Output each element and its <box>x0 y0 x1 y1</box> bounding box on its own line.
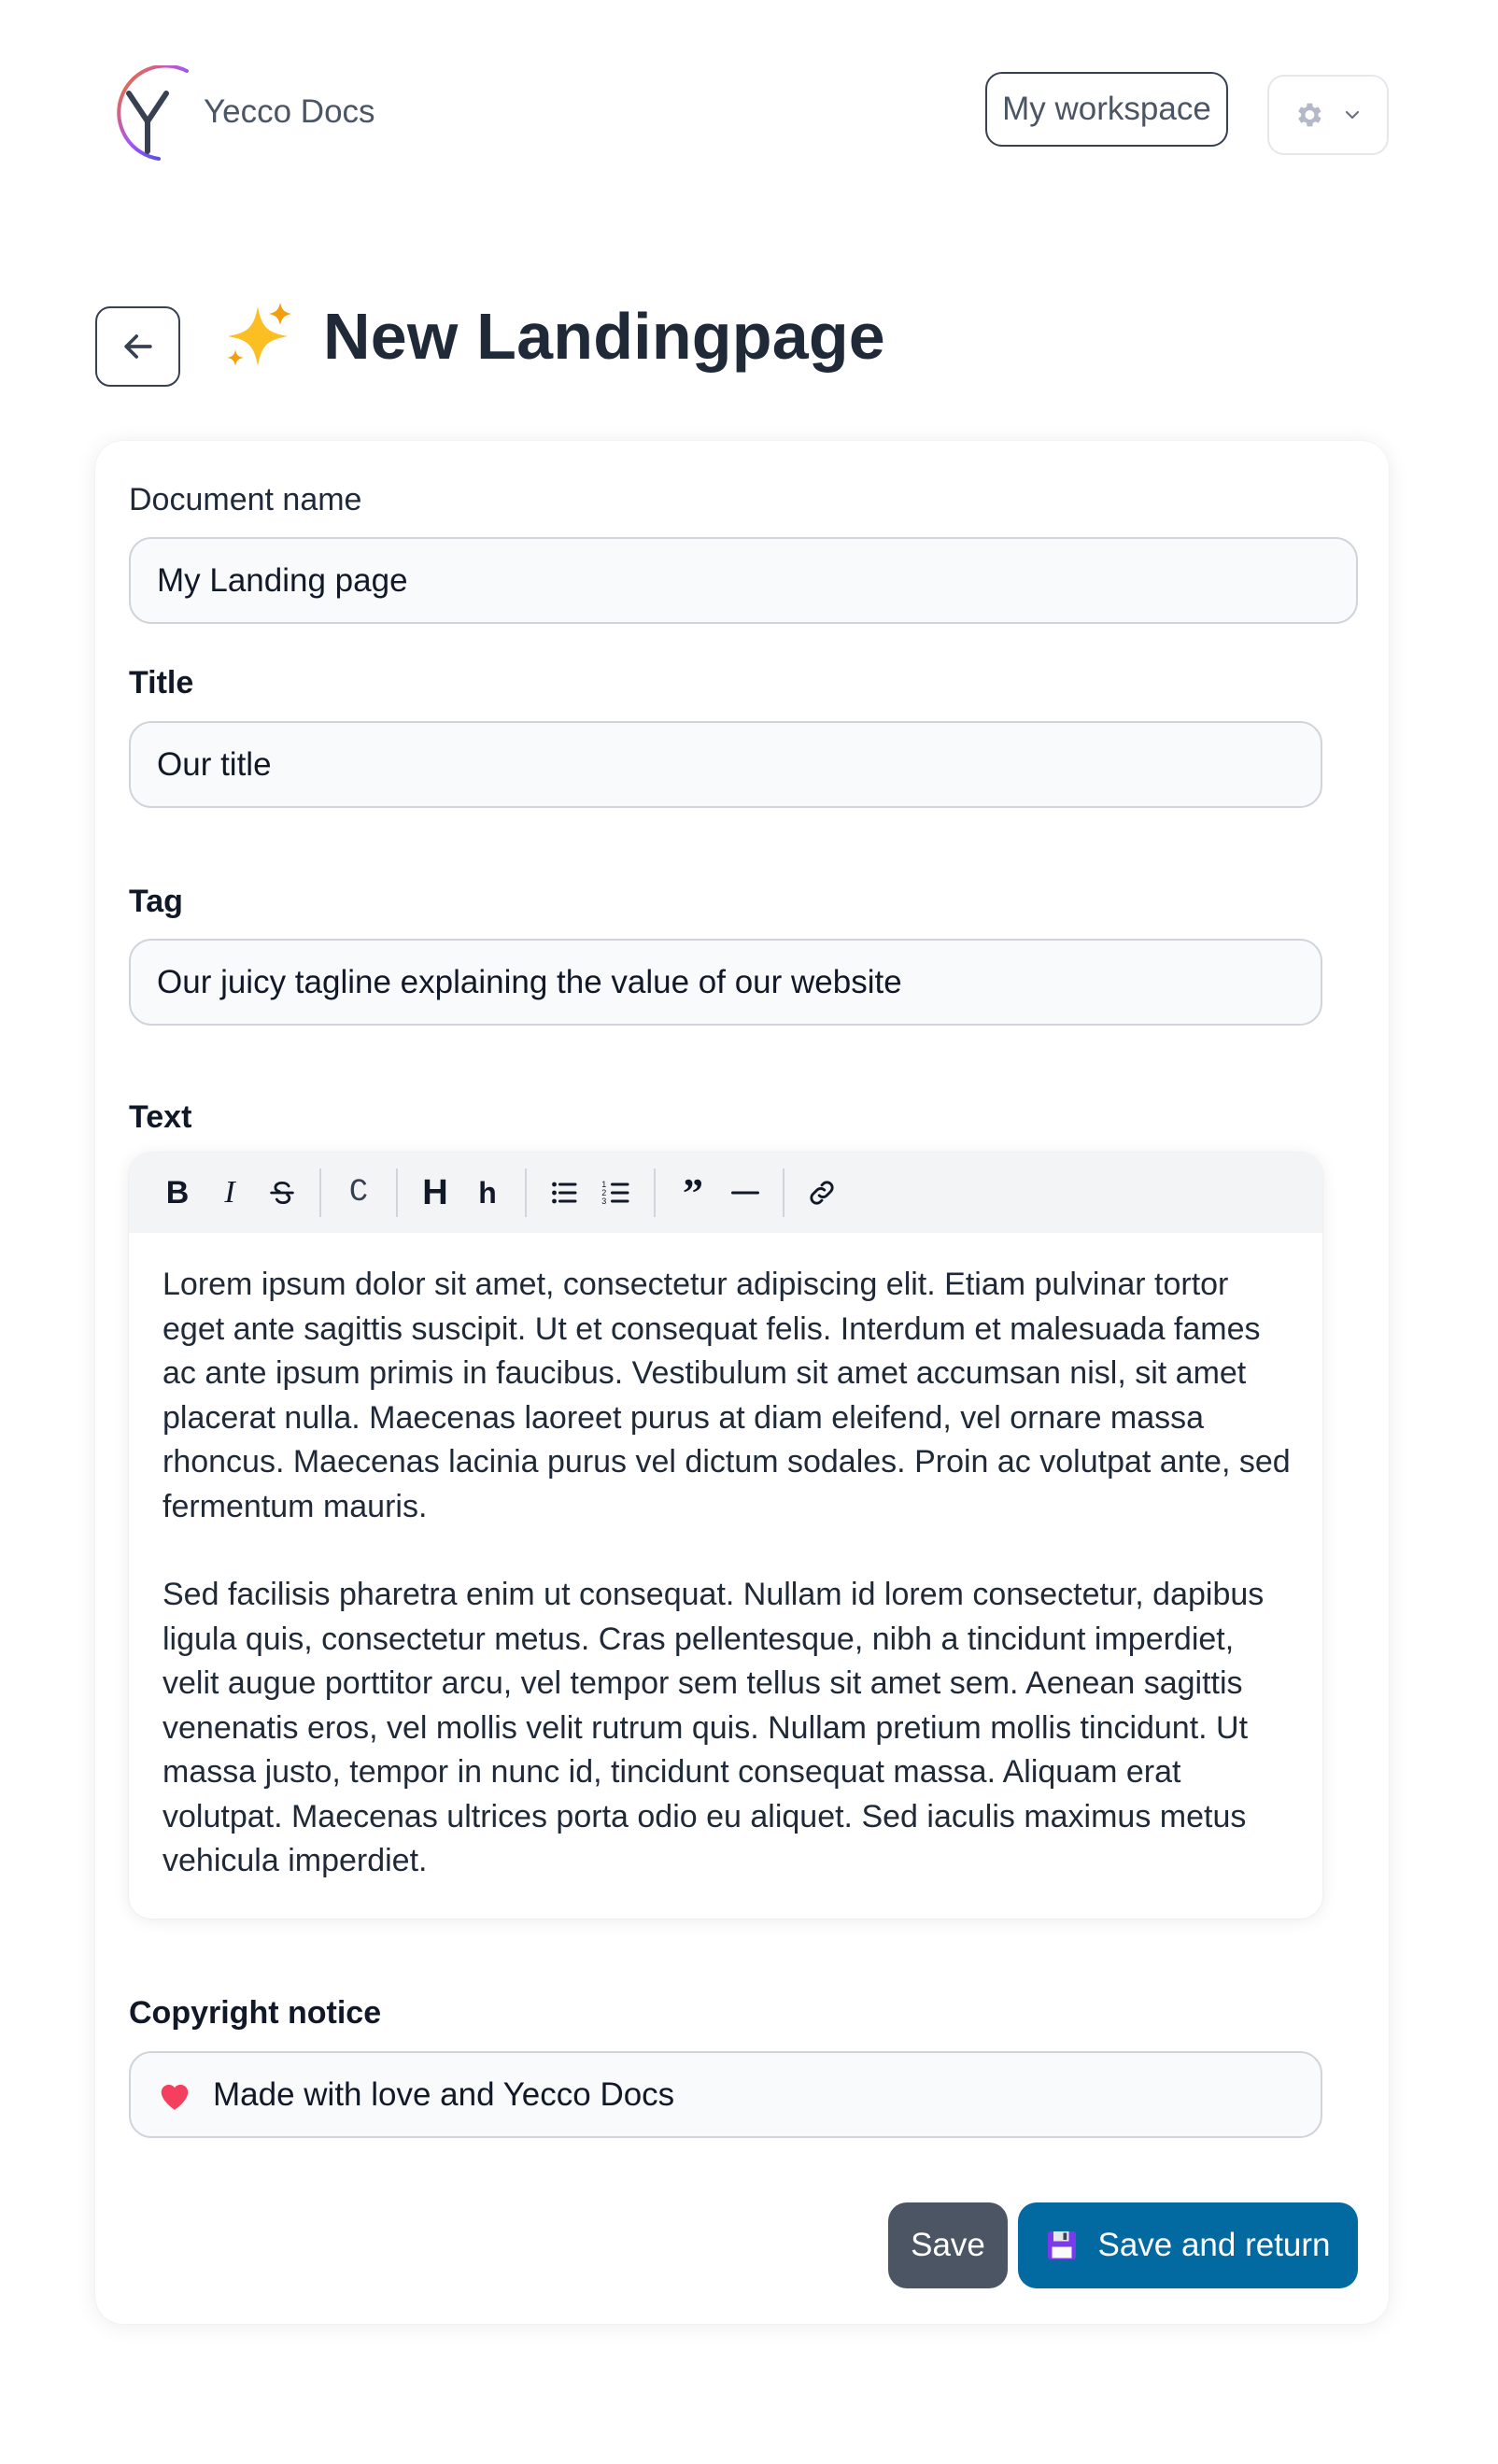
chevron-down-icon <box>1341 104 1364 126</box>
editor-content[interactable] <box>163 1263 1293 1919</box>
floppy-disk-icon <box>1045 2229 1079 2262</box>
settings-dropdown-button[interactable] <box>1267 75 1389 155</box>
copyright-text: Made with love and Yecco Docs <box>213 2075 675 2113</box>
title-label: Title <box>129 665 194 701</box>
copyright-label: Copyright notice <box>129 1995 382 2031</box>
toolbar-divider <box>654 1168 656 1217</box>
sparkles-icon <box>220 299 295 374</box>
save-button[interactable]: Save <box>888 2202 1008 2288</box>
numbered-list-icon <box>600 1176 633 1210</box>
svg-text:2: 2 <box>601 1188 607 1197</box>
toolbar-divider <box>319 1168 321 1217</box>
toolbar-divider <box>783 1168 784 1217</box>
page-title: New Landingpage <box>323 300 885 373</box>
toolbar-divider <box>396 1168 398 1217</box>
title-input[interactable]: Our title <box>129 721 1322 808</box>
brand-name: Yecco Docs <box>204 93 375 130</box>
link-icon <box>806 1177 838 1209</box>
tag-label: Tag <box>129 884 183 919</box>
bold-button[interactable]: B <box>165 1174 190 1211</box>
italic-button[interactable]: I <box>224 1175 235 1210</box>
back-button[interactable] <box>95 306 180 387</box>
heading-small-button[interactable]: h <box>478 1175 497 1210</box>
yecco-logo <box>101 65 191 166</box>
document-name-input[interactable]: My Landing page <box>129 537 1358 624</box>
numbered-list-button[interactable] <box>590 1167 643 1219</box>
heart-icon <box>157 2078 192 2112</box>
copyright-input[interactable] <box>129 2051 1322 2138</box>
arrow-left-icon <box>118 326 159 367</box>
quote-button[interactable]: ” <box>683 1169 703 1216</box>
horizontal-rule-icon <box>728 1176 762 1210</box>
tag-input[interactable]: Our juicy tagline explaining the value of our website <box>129 939 1322 1026</box>
horizontal-rule-button[interactable] <box>719 1167 771 1219</box>
link-button[interactable] <box>796 1167 848 1219</box>
bullet-list-button[interactable] <box>538 1167 590 1219</box>
heading-large-button[interactable]: H <box>422 1172 448 1212</box>
text-label: Text <box>129 1099 192 1135</box>
svg-text:3: 3 <box>601 1197 607 1206</box>
save-and-return-label: Save and return <box>1097 2227 1331 2263</box>
document-name-label: Document name <box>129 482 362 517</box>
form-card <box>95 441 1389 2324</box>
svg-text:1: 1 <box>601 1180 607 1189</box>
strikethrough-button[interactable] <box>256 1167 308 1219</box>
my-workspace-button[interactable]: My workspace <box>985 72 1228 147</box>
save-and-return-button[interactable] <box>1018 2202 1358 2288</box>
toolbar-divider <box>525 1168 527 1217</box>
rich-text-editor[interactable] <box>129 1153 1322 1919</box>
editor-paragraph: Lorem ipsum dolor sit amet, consectetur adipiscing elit. Etiam pulvinar tortor eget ante sagittis suscipit. Ut et consequat felis. Interdum et malesuada fames ac ante ipsum primis in faucibus. Vestibulum sit amet accumsan nisl, sit amet placerat nulla. Maecenas laoreet purus at diam eleifend, vel ornare massa rhoncus. Maecenas lacinia purus vel dictum sodales. Proin ac volutpat ante, sed fermentum mauris. <box>163 1267 1291 1524</box>
code-button[interactable]: C <box>348 1175 369 1211</box>
bullet-list-icon <box>547 1176 581 1210</box>
top-header <box>0 0 1498 168</box>
editor-paragraph: Sed facilisis pharetra enim ut consequat. Nullam id lorem consectetur, dapibus ligula quis, consectetur metus. Cras pellentesque, nibh a tincidunt imperdiet, velit augue porttitor arcu, vel tempor sem tellus sit amet sem. Aenean sagittis venenatis eros, vel mollis velit rutrum quis. Nullam pretium mollis tincidunt. Ut massa justo, tempor in nunc id, tincidunt consequat massa. Aliquam erat volutpat. Maecenas ultrices porta odio eu aliquet. Sed iaculis maximus metus vehicula imperdiet. <box>163 1577 1265 1878</box>
strikethrough-icon <box>266 1177 298 1209</box>
editor-toolbar <box>129 1153 1322 1233</box>
gear-icon <box>1293 99 1324 131</box>
